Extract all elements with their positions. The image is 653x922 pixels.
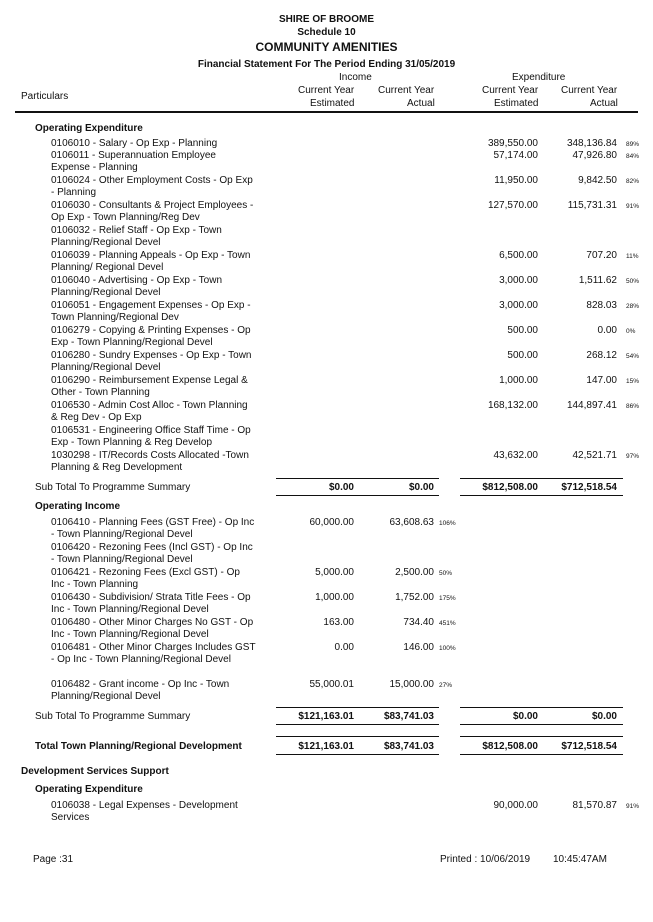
income-row-inc-est: 60,000.00 xyxy=(309,517,354,528)
opex-row-label: 0106279 - Copying & Printing Expenses - Op Exp - Town Planning/Regional Devel xyxy=(51,325,251,349)
opex-row-exp-act: 828.03 xyxy=(586,300,617,311)
opex-row-pct: 84% xyxy=(626,153,640,160)
subtotal1-expenditure-rule xyxy=(460,478,623,479)
opex-row-exp-act: 144,897.41 xyxy=(566,400,617,411)
income-row-inc-est: 163.00 xyxy=(323,617,354,628)
opex-row-label: 0106280 - Sundry Expenses - Op Exp - Town Planning/Regional Devel xyxy=(51,350,252,374)
dev-row-pct: 91% xyxy=(626,803,640,810)
opex-row-label: 0106030 - Consultants & Project Employees - Op Exp - Town Planning/Reg Dev xyxy=(51,200,254,224)
income-row-inc-act: 63,608.63 xyxy=(389,517,434,528)
opex-row-exp-act: 1,511.62 xyxy=(578,275,617,286)
opex-row-exp-est: 57,174.00 xyxy=(493,150,538,161)
inc-act-header-2: Actual xyxy=(407,98,435,109)
total-exp-est: $812,508.00 xyxy=(482,741,538,752)
subtotal1-expenditure-underline xyxy=(460,495,623,496)
opex-row-label: 0106040 - Advertising - Op Exp - Town Planning/Regional Devel xyxy=(51,275,223,299)
opex-row-exp-est: 43,632.00 xyxy=(493,450,538,461)
total-inc-est: $121,163.01 xyxy=(298,741,354,752)
total-income-underline xyxy=(276,754,439,755)
section-operating-expenditure: Operating Expenditure xyxy=(35,123,143,134)
opex-row-exp-act: 47,926.80 xyxy=(572,150,617,161)
opex-row-pct: 15% xyxy=(626,378,640,385)
opex-row-exp-est: 3,000.00 xyxy=(499,300,538,311)
section-operating-income: Operating Income xyxy=(35,501,121,512)
subtotal2-expenditure-underline xyxy=(460,724,623,725)
subtotal2-exp-act: $0.00 xyxy=(591,711,617,722)
income-row-inc-act: 734.40 xyxy=(403,617,434,628)
subtotal2-expenditure-rule xyxy=(460,707,623,708)
opex-row-pct: 28% xyxy=(626,303,640,310)
opex-row-label: 1030298 - IT/Records Costs Allocated -Town Planning & Reg Development xyxy=(51,450,249,474)
opex-row-exp-est: 168,132.00 xyxy=(487,400,538,411)
exp-est-header-1: Current Year xyxy=(482,85,539,96)
opex-row-pct: 82% xyxy=(626,178,640,185)
opex-row-label: 0106010 - Salary - Op Exp - Planning xyxy=(51,138,218,149)
subtotal2-exp-est: $0.00 xyxy=(512,711,538,722)
income-row-label: 0106481 - Other Minor Charges Includes GST - Op Inc - Town Planning/Regional Devel xyxy=(51,642,256,666)
exp-act-header-1: Current Year xyxy=(561,85,618,96)
opex-row-exp-act: 348,136.84 xyxy=(566,138,617,149)
opex-row-exp-est: 127,570.00 xyxy=(487,200,538,211)
opex-row-pct: 11% xyxy=(626,253,639,260)
income-row-inc-act: 15,000.00 xyxy=(389,679,434,690)
exp-est-header-2: Estimated xyxy=(494,98,539,109)
subtotal1-exp-act: $712,518.54 xyxy=(561,482,617,493)
income-row-label: 0106410 - Planning Fees (GST Free) - Op Inc - Town Planning/Regional Devel xyxy=(51,517,255,541)
income-row-pct: 175% xyxy=(439,595,456,602)
subtotal1-inc-est: $0.00 xyxy=(328,482,354,493)
opex-row-exp-act: 9,842.50 xyxy=(578,175,617,186)
section-development-services: Development Services Support xyxy=(21,766,169,777)
opex-row-label: 0106032 - Relief Staff - Op Exp - Town Planning/Regional Devel xyxy=(51,225,222,249)
subtotal2-inc-act: $83,741.03 xyxy=(383,711,434,722)
subtotal2-income-rule xyxy=(276,707,439,708)
opex-row-exp-est: 500.00 xyxy=(507,350,538,361)
opex-row-exp-est: 6,500.00 xyxy=(499,250,538,261)
opex-row-pct: 0% xyxy=(626,328,636,335)
income-row-inc-est: 55,000.01 xyxy=(309,679,354,690)
opex-row-label: 0106530 - Admin Cost Alloc - Town Planning & Reg Dev - Op Exp xyxy=(51,400,248,424)
opex-row-pct: 89% xyxy=(626,141,640,148)
income-row-label: 0106430 - Subdivision/ Strata Title Fees - Op Inc - Town Planning/Regional Devel xyxy=(51,592,251,616)
dev-row-exp-act: 81,570.87 xyxy=(572,800,617,811)
total-exp-act: $712,518.54 xyxy=(561,741,617,752)
opex-row-label: 0106531 - Engineering Office Staff Time - Op Exp - Town Planning & Reg Develop xyxy=(51,425,251,449)
opex-row-exp-est: 3,000.00 xyxy=(499,275,538,286)
dev-row-exp-est: 90,000.00 xyxy=(493,800,538,811)
income-row-pct: 27% xyxy=(439,682,453,689)
subtotal1-exp-est: $812,508.00 xyxy=(482,482,538,493)
income-row-label: 0106480 - Other Minor Charges No GST - Op Inc - Town Planning/Regional Devel xyxy=(51,617,254,641)
income-row-pct: 50% xyxy=(439,570,453,577)
opex-row-label: 0106039 - Planning Appeals - Op Exp - Town Planning/ Regional Devel xyxy=(51,250,251,274)
income-header: Income xyxy=(339,72,372,83)
income-row-label: 0106482 - Grant income - Op Inc - Town Planning/Regional Devel xyxy=(51,679,230,703)
income-row-inc-act: 2,500.00 xyxy=(395,567,434,578)
income-row-inc-est: 1,000.00 xyxy=(315,592,354,603)
exp-act-header-2: Actual xyxy=(590,98,618,109)
opex-row-exp-act: 147.00 xyxy=(586,375,617,386)
opex-row-exp-est: 11,950.00 xyxy=(494,175,538,186)
inc-est-header-1: Current Year xyxy=(298,85,355,96)
opex-row-label: 0106024 - Other Employment Costs - Op Exp - Planning xyxy=(51,175,253,199)
section-operating-expenditure-2: Operating Expenditure xyxy=(35,784,143,795)
income-row-pct: 451% xyxy=(439,620,456,627)
opex-row-exp-act: 115,731.31 xyxy=(567,200,617,211)
opex-row-pct: 50% xyxy=(626,278,640,285)
subtotal1-income-underline xyxy=(276,495,439,496)
header-rule xyxy=(15,111,638,113)
particulars-header: Particulars xyxy=(21,91,69,102)
subtotal2-income-underline xyxy=(276,724,439,725)
subtotal1-inc-act: $0.00 xyxy=(408,482,434,493)
subtotal1-income-rule xyxy=(276,478,439,479)
schedule-label: Schedule 10 xyxy=(297,27,356,38)
total-expenditure-rule xyxy=(460,736,623,737)
dev-row-label: 0106038 - Legal Expenses - Development Services xyxy=(51,800,238,824)
inc-act-header-1: Current Year xyxy=(378,85,435,96)
income-row-label: 0106421 - Rezoning Fees (Excl GST) - Op Inc - Town Planning xyxy=(51,567,240,591)
opex-row-pct: 91% xyxy=(626,203,640,210)
opex-row-exp-est: 500.00 xyxy=(507,325,538,336)
opex-row-label: 0106290 - Reimbursement Expense Legal & Other - Town Planning xyxy=(51,375,248,399)
total-income-rule xyxy=(276,736,439,737)
opex-row-exp-act: 268.12 xyxy=(586,350,617,361)
page-number: Page :31 xyxy=(33,854,74,865)
income-row-inc-est: 0.00 xyxy=(334,642,354,653)
inc-est-header-2: Estimated xyxy=(310,98,355,109)
expenditure-header: Expenditure xyxy=(512,72,566,83)
subtotal2-inc-est: $121,163.01 xyxy=(298,711,354,722)
opex-row-exp-est: 389,550.00 xyxy=(487,138,538,149)
org-name: SHIRE OF BROOME xyxy=(278,14,374,25)
opex-row-exp-est: 1,000.00 xyxy=(499,375,538,386)
income-row-label: 0106420 - Rezoning Fees (Incl GST) - Op Inc - Town Planning/Regional Devel xyxy=(51,542,253,566)
income-row-inc-act: 1,752.00 xyxy=(395,592,434,603)
total-expenditure-underline xyxy=(460,754,623,755)
page-title: COMMUNITY AMENITIES xyxy=(255,40,398,54)
subtotal1-label: Sub Total To Programme Summary xyxy=(35,482,191,493)
statement-title: Financial Statement For The Period Ending 31/05/2019 xyxy=(197,59,456,70)
income-row-pct: 100% xyxy=(439,645,456,652)
subtotal2-label: Sub Total To Programme Summary xyxy=(35,711,191,722)
opex-row-exp-act: 0.00 xyxy=(597,325,617,336)
income-row-inc-est: 5,000.00 xyxy=(315,567,354,578)
opex-row-exp-act: 707.20 xyxy=(586,250,617,261)
total-inc-act: $83,741.03 xyxy=(383,741,434,752)
income-row-pct: 106% xyxy=(439,520,456,527)
total-label: Total Town Planning/Regional Development xyxy=(35,741,242,752)
opex-row-exp-act: 42,521.71 xyxy=(572,450,617,461)
opex-row-label: 0106051 - Engagement Expenses - Op Exp - Town Planning/Regional Dev xyxy=(51,300,251,324)
printed-date: Printed : 10/06/2019 xyxy=(440,854,531,865)
opex-row-label: 0106011 - Superannuation Employee Expense - Planning xyxy=(51,150,216,174)
opex-row-pct: 54% xyxy=(626,353,640,360)
opex-row-pct: 86% xyxy=(626,403,640,410)
printed-time: 10:45:47AM xyxy=(553,854,607,865)
income-row-inc-act: 146.00 xyxy=(403,642,434,653)
opex-row-pct: 97% xyxy=(626,453,640,460)
